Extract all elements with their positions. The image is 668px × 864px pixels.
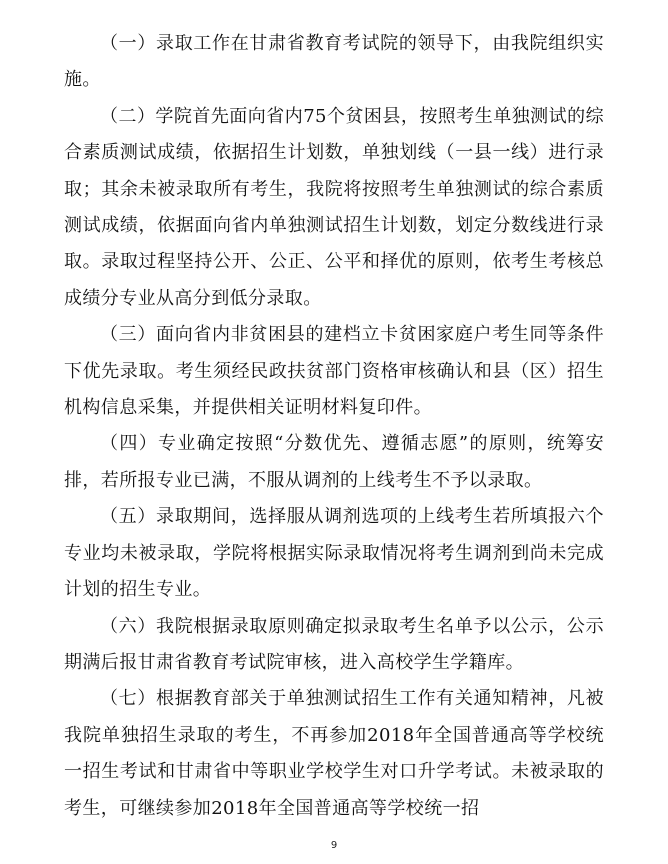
paragraph-6: （六）我院根据录取原则确定拟录取考生名单予以公示，公示期满后报甘肃省教育考试院审核，进入高校学生学籍库。 — [64, 615, 604, 673]
paragraph-3: （三）面向省内非贫困县的建档立卡贫困家庭户考生同等条件下优先录取。考生须经民政扶贫部门资格审核确认和县（区）招生机构信息采集，并提供相关证明材料复印件。 — [64, 324, 604, 419]
paragraph-4: （四）专业确定按照“分数优先、遵循志愿”的原则，统筹安排，若所报专业已满，不服从调剂的上线考生不予以录取。 — [64, 433, 604, 491]
paragraph-5: （五）录取期间，选择服从调剂选项的上线考生若所填报六个专业均未被录取，学院将根据实际录取情况将考生调剂到尚未完成计划的招生专业。 — [64, 506, 604, 601]
page-number: 9 — [330, 840, 338, 851]
paragraph-2: （二）学院首先面向省内75个贫困县，按照考生单独测试的综合素质测试成绩，依据招生计划数，单独划线（一县一线）进行录取；其余未被录取所有考生，我院将按照考生单独测试的综合素质测试成绩，依据面向省内单独测试招生计划数，划定分数线进行录取。录取过程坚持公开、公正、公平和择优的原则，依考生考核总成绩分专业从高分到低分录取。 — [64, 105, 604, 309]
paragraph-7: （七）根据教育部关于单独测试招生工作有关通知精神，凡被我院单独招生录取的考生，不再参加2018年全国普通高等学校统一招生考试和甘肃省中等职业学校学生对口升学考试。未被录取的考生，可继续参加2018年全国普通高等学校统一招 — [64, 688, 604, 819]
paragraph-1: （一）录取工作在甘肃省教育考试院的领导下，由我院组织实施。 — [64, 33, 604, 91]
document-body — [64, 26, 604, 827]
